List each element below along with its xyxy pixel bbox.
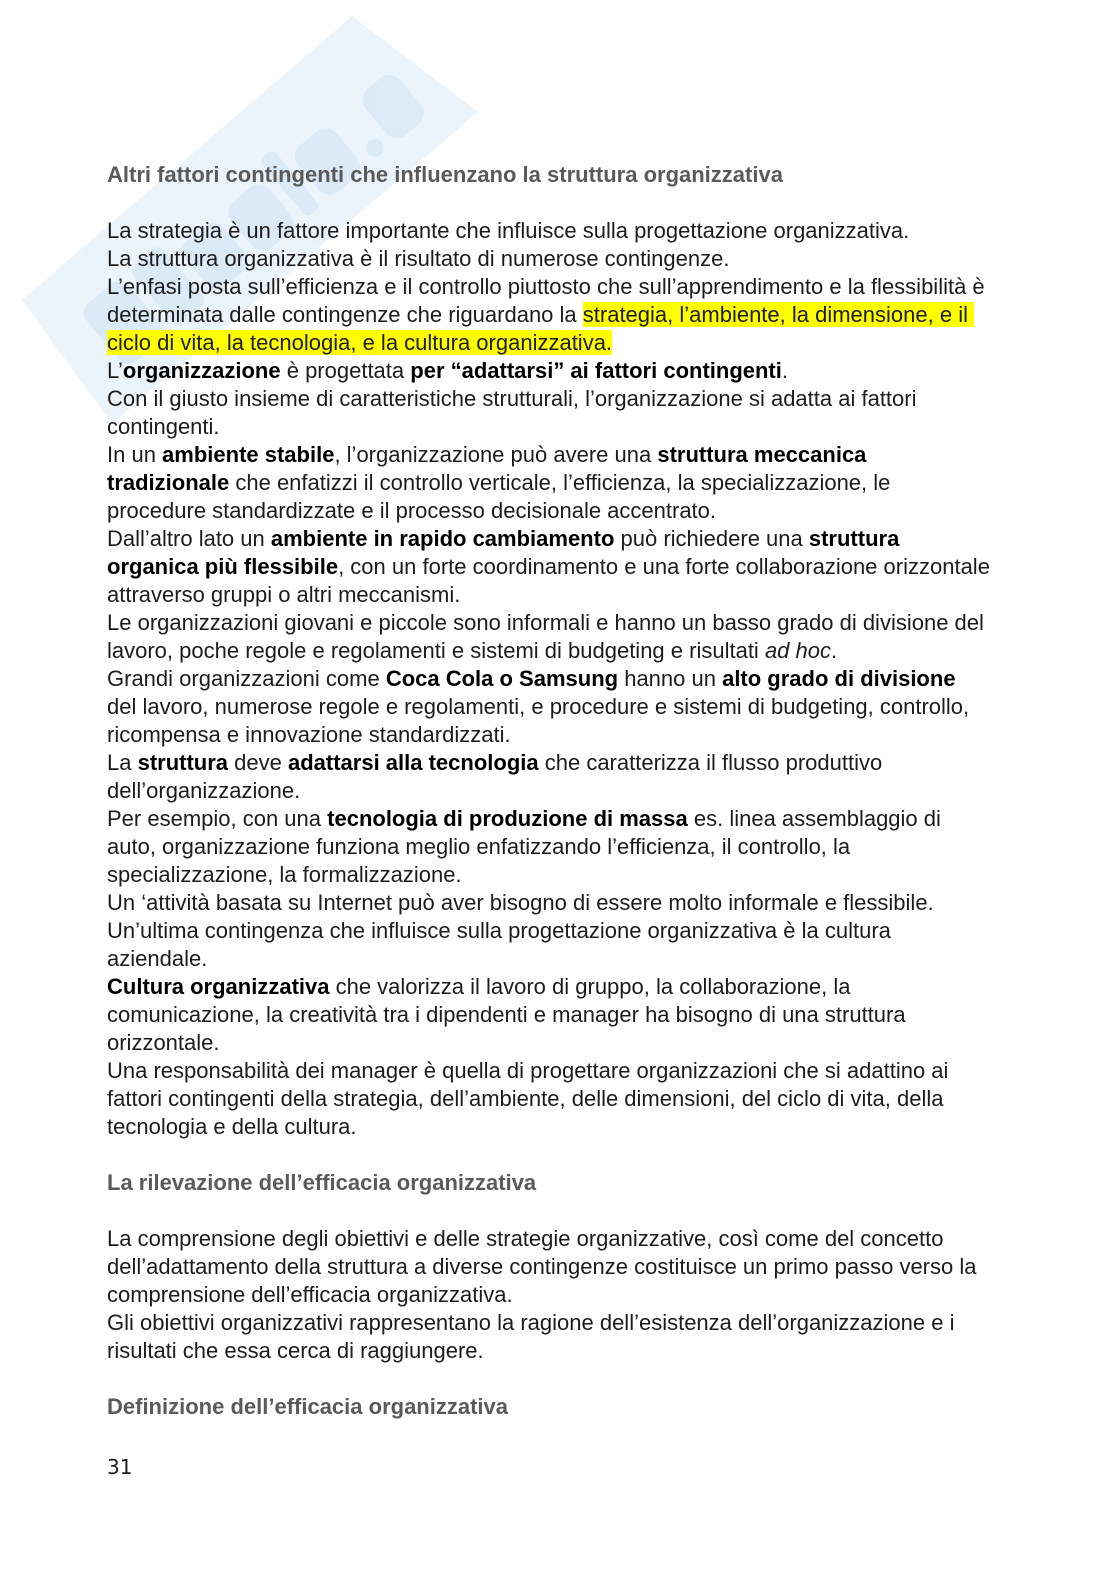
- document-section: [107, 1393, 1067, 1421]
- paragraph: [107, 217, 1067, 245]
- paragraph: [107, 1309, 1067, 1365]
- bold-text: tecnologia di produzione di massa: [327, 806, 688, 831]
- text-line: [107, 413, 1067, 441]
- text-line: [107, 1281, 1067, 1309]
- text-run: che caratterizza il flusso produttivo: [538, 750, 883, 775]
- text-line: [107, 833, 1067, 861]
- text-line: [107, 721, 1067, 749]
- bold-text: struttura: [808, 526, 900, 551]
- text-line: [107, 525, 1067, 553]
- text-run: comprensione dell’efficacia organizzativa.: [107, 1282, 513, 1307]
- blank-line: [107, 1197, 1067, 1225]
- text-line: [107, 1253, 1067, 1281]
- text-run: attraverso gruppi o altri meccanismi.: [107, 582, 461, 607]
- text-run: Gli obiettivi organizzativi rappresentano la ragione dell’esistenza dell’organizzazione e i: [107, 1310, 955, 1335]
- paragraph: [107, 917, 1067, 973]
- text-run: dell’organizzazione.: [107, 778, 301, 803]
- text-line: [107, 609, 1067, 637]
- paragraph: [107, 805, 1067, 889]
- text-run: Un ‘attività basata su Internet può aver bisogno di essere molto informale e flessibile.: [107, 890, 934, 915]
- text-line: [107, 917, 1067, 945]
- paragraph: [107, 273, 1067, 357]
- section-heading: Altri fattori contingenti che influenzano la struttura organizzativa: [107, 162, 783, 187]
- highlight-text: ciclo di vita, la tecnologia, e la cultura organizzativa.: [107, 330, 613, 355]
- bold-text: ambiente stabile: [162, 442, 335, 467]
- text-line: [107, 637, 1067, 665]
- text-line: [107, 805, 1067, 833]
- text-line: [107, 357, 1067, 385]
- text-line: [107, 1113, 1067, 1141]
- paragraph: [107, 749, 1067, 805]
- text-run: dell’adattamento della struttura a diverse contingenze costituisce un primo passo verso la: [107, 1254, 977, 1279]
- text-line: [107, 861, 1067, 889]
- text-run: , l’organizzazione può avere una: [334, 442, 658, 467]
- text-run: Una responsabilità dei manager è quella di progettare organizzazioni che si adattino ai: [107, 1058, 949, 1083]
- text-line: [107, 329, 1067, 357]
- document-section: [107, 161, 1067, 1169]
- highlight-text: strategia, l’ambiente, la dimensione, e il: [582, 302, 975, 327]
- text-line: [107, 1085, 1067, 1113]
- italic-text: ad hoc: [764, 638, 831, 663]
- text-run: es. linea assemblaggio di: [687, 806, 941, 831]
- text-run: Un’ultima contingenza che influisce sulla progettazione organizzativa è la cultura: [107, 918, 891, 943]
- section-heading: Definizione dell’efficacia organizzativa: [107, 1394, 508, 1419]
- paragraph: [107, 245, 1067, 273]
- text-line: [107, 245, 1067, 273]
- paragraph: [107, 1225, 1067, 1309]
- text-run: ricompensa e innovazione standardizzati.: [107, 722, 511, 747]
- text-run: fattori contingenti della strategia, dell’ambiente, delle dimensioni, del ciclo di vita, della: [107, 1086, 944, 1111]
- text-line: [107, 441, 1067, 469]
- text-run: La strategia è un fattore importante che influisce sulla progettazione organizzativa.: [107, 218, 910, 243]
- text-run: L’enfasi posta sull’efficienza e il controllo piuttosto che sull’apprendimento e la flessibilità è: [107, 274, 985, 299]
- text-run: può richiedere una: [614, 526, 809, 551]
- text-line: [107, 1029, 1067, 1057]
- text-line: [107, 1337, 1067, 1365]
- text-run: che enfatizzi il controllo verticale, l’efficienza, la specializzazione, le: [229, 470, 891, 495]
- text-line: [107, 581, 1067, 609]
- text-run: che valorizza il lavoro di gruppo, la collaborazione, la: [329, 974, 851, 999]
- text-line: [107, 385, 1067, 413]
- text-run: Le organizzazioni giovani e piccole sono informali e hanno un basso grado di divisione del: [107, 610, 984, 635]
- text-run: La comprensione degli obiettivi e delle strategie organizzative, così come del concetto: [107, 1226, 944, 1251]
- text-run: Dall’altro lato un: [107, 526, 271, 551]
- text-line: [107, 1225, 1067, 1253]
- bold-text: ambiente in rapido cambiamento: [270, 526, 615, 551]
- text-line: [107, 973, 1067, 1001]
- text-line: [107, 693, 1067, 721]
- text-line: [107, 497, 1067, 525]
- bold-text: tradizionale: [107, 470, 230, 495]
- bold-text: organizzazione: [122, 358, 281, 383]
- text-line: [107, 1001, 1067, 1029]
- text-line: [107, 217, 1067, 245]
- text-line: [107, 665, 1067, 693]
- blank-line: [107, 1365, 1067, 1393]
- text-run: del lavoro, numerose regole e regolamenti, e procedure e sistemi di budgeting, controllo,: [107, 694, 970, 719]
- text-line: [107, 469, 1067, 497]
- paragraph: [107, 609, 1067, 665]
- paragraph: [107, 665, 1067, 749]
- paragraph: [107, 889, 1067, 917]
- paragraph: [107, 357, 1067, 385]
- text-line: [107, 945, 1067, 973]
- bold-text: per “adattarsi” ai fattori contingenti: [410, 358, 782, 383]
- text-line: [107, 273, 1067, 301]
- paragraph: [107, 441, 1067, 525]
- text-line: [107, 1309, 1067, 1337]
- text-run: .: [831, 638, 838, 663]
- text-run: hanno un: [618, 666, 723, 691]
- text-line: [107, 553, 1067, 581]
- text-run: La: [107, 750, 138, 775]
- blank-line: [107, 189, 1067, 217]
- text-run: Per esempio, con una: [107, 806, 328, 831]
- bold-text: Coca Cola o Samsung: [385, 666, 619, 691]
- text-run: , con un forte coordinamento e una forte collaborazione orizzontale: [338, 554, 990, 579]
- text-run: tecnologia e della cultura.: [107, 1114, 357, 1139]
- text-run: In un: [107, 442, 163, 467]
- text-run: contingenti.: [107, 414, 220, 439]
- paragraph: [107, 1057, 1067, 1141]
- bold-text: struttura: [137, 750, 229, 775]
- document-section: [107, 1169, 1067, 1393]
- text-run: procedure standardizzate e il processo decisionale accentrato.: [107, 498, 717, 523]
- text-run: specializzazione, la formalizzazione.: [107, 862, 462, 887]
- text-line: [107, 1057, 1067, 1085]
- text-run: La struttura organizzativa è il risultato di numerose contingenze.: [107, 246, 730, 271]
- paragraph: [107, 973, 1067, 1057]
- text-run: Con il giusto insieme di caratteristiche strutturali, l’organizzazione si adatta ai fattori: [107, 386, 917, 411]
- text-run: auto, organizzazione funziona meglio enfatizzando l’efficienza, il controllo, la: [107, 834, 851, 859]
- page-number: 31: [107, 1455, 133, 1479]
- bold-text: alto grado di divisione: [722, 666, 956, 691]
- paragraph: [107, 525, 1067, 609]
- bold-text: struttura meccanica: [657, 442, 867, 467]
- paragraph: [107, 385, 1067, 441]
- blank-line: [107, 1141, 1067, 1169]
- text-line: [107, 749, 1067, 777]
- text-run: lavoro, poche regole e regolamenti e sistemi di budgeting e risultati: [107, 638, 765, 663]
- text-run: Grandi organizzazioni come: [107, 666, 386, 691]
- text-line: [107, 889, 1067, 917]
- text-run: determinata dalle contingenze che riguardano la: [107, 302, 583, 327]
- text-run: L’: [107, 358, 123, 383]
- text-line: [107, 301, 1067, 329]
- document-body: [107, 161, 1067, 1421]
- text-run: .: [781, 358, 788, 383]
- text-run: aziendale.: [107, 946, 208, 971]
- text-run: deve: [228, 750, 288, 775]
- bold-text: organica più flessibile: [107, 554, 339, 579]
- bold-text: adattarsi alla tecnologia: [287, 750, 539, 775]
- text-line: [107, 777, 1067, 805]
- bold-text: Cultura organizzativa: [107, 974, 330, 999]
- text-run: risultati che essa cerca di raggiungere.: [107, 1338, 484, 1363]
- section-heading: La rilevazione dell’efficacia organizzativa: [107, 1170, 537, 1195]
- text-run: comunicazione, la creatività tra i dipendenti e manager ha bisogno di una struttura: [107, 1002, 906, 1027]
- text-run: è progettata: [280, 358, 411, 383]
- text-run: orizzontale.: [107, 1030, 220, 1055]
